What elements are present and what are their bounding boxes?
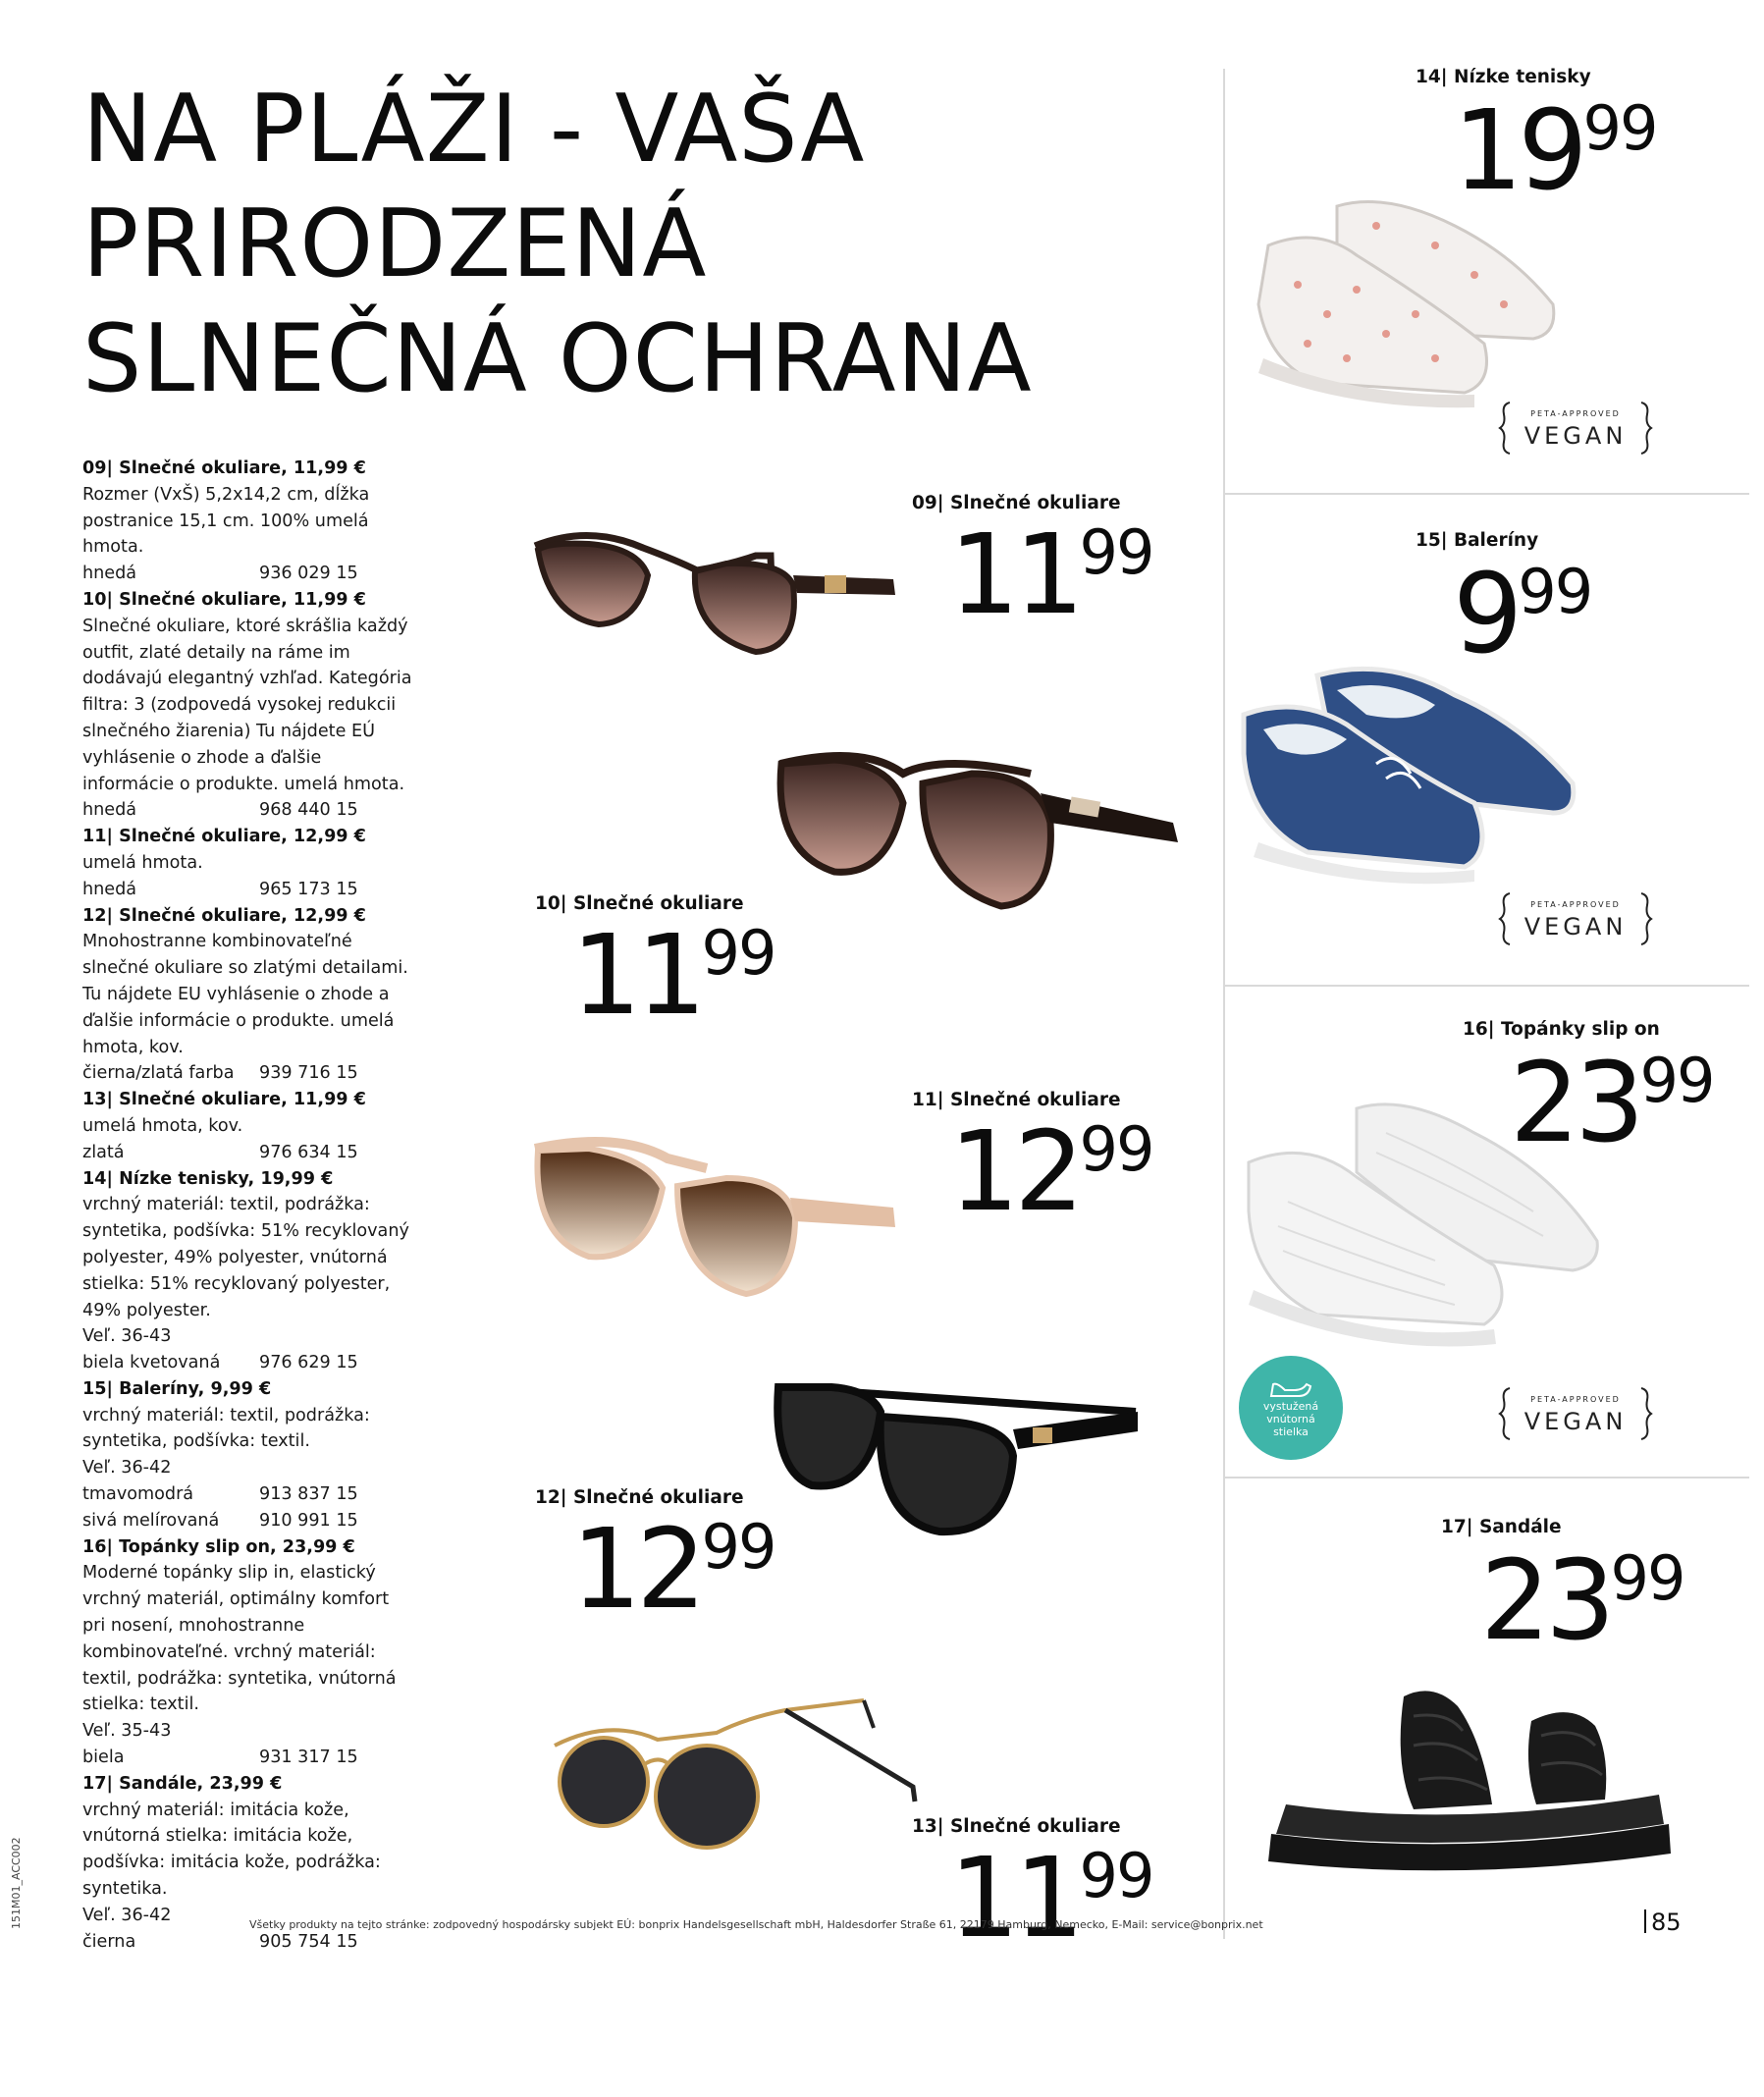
product-label-15: 15| Baleríny [1416,530,1539,551]
description-text: umelá hmota. [82,852,203,873]
sunglasses-12-image[interactable] [773,1372,1146,1548]
variant-code-row [82,1745,416,1771]
description-item [82,824,416,902]
description-item [82,903,416,1088]
variant-color: tmavomodrá [82,1484,194,1505]
article-number: 976 634 15 [259,1142,358,1162]
description-heading: 13| Slnečné okuliare, 11,99 € [82,1090,366,1110]
vegan-text: VEGAN [1523,422,1628,450]
variant-code-row [82,1481,416,1508]
description-text: Slnečné okuliare, ktoré skrášlia každý outfit, zlaté detaily na ráme im dodávajú elegantný vzhľad. Kategória filtra: 3 (zodpovedá vysokej redukcii slnečného žiarenia) Tu nájdete EÚ vyhlásenie o zhode a ďalšie informácie o produkte. umelá hmota. [82,616,412,794]
price-15: 999 [1453,551,1592,678]
price-09: 1199 [949,511,1153,639]
variant-code-row [82,1350,416,1376]
product-descriptions [82,456,416,1955]
variant-color: hnedá [82,564,137,584]
description-text: Mnohostranne kombinovateľné slnečné okuliare so zlatými detailami. Tu nájdete EU vyhlásenie o zhode a ďalšie informácie o produkte. umelá hmota, kov. [82,932,408,1057]
column-divider [1223,69,1225,1939]
peta-approved-text: PETA-APPROVED [1530,1395,1621,1404]
variant-color: biela [82,1748,125,1768]
page-number-bar [1644,1909,1646,1933]
price-10: 1199 [571,912,775,1040]
description-text: vrchný materiál: imitácia kože, vnútorná stielka: imitácia kože, podšívka: imitácia kože, podrážka: syntetika. [82,1800,381,1900]
size-range: Veľ. 36-43 [82,1326,172,1347]
product-label-11: 11| Slnečné okuliare [912,1090,1121,1110]
footer-legal-text: Všetky produkty na tejto stránke: zodpovedný hospodársky subjekt EÚ: bonprix Handelsgesellschaft mbH, Haldesdorfer Straße 61, 22179 Hamburg, Nemecko, E-Mail: service@bonprix.net [249,1918,1263,1931]
description-heading: 14| Nízke tenisky, 19,99 € [82,1168,334,1189]
description-item [82,1087,416,1165]
sneaker-14-image[interactable] [1239,187,1563,416]
sunglasses-09-image[interactable] [530,526,903,687]
description-item [82,1534,416,1771]
variant-color: zlatá [82,1142,125,1162]
article-number: 968 440 15 [259,800,358,821]
price-13: 1199 [949,1835,1153,1963]
page-title [82,73,1033,417]
variant-color: sivá melírovaná [82,1510,220,1531]
vegan-badge [1498,1386,1653,1441]
variant-color: čierna [82,1931,136,1952]
catalog-code: 151M01_ACC002 [10,1837,23,1929]
product-label-16: 16| Topánky slip on [1463,1019,1660,1040]
insole-text-3: stielka [1273,1425,1309,1438]
description-heading: 11| Slnečné okuliare, 12,99 € [82,827,366,847]
product-label-09: 09| Slnečné okuliare [912,493,1121,513]
vegan-text: VEGAN [1523,1408,1628,1435]
price-11: 1299 [949,1108,1153,1236]
variant-color: biela kvetovaná [82,1353,221,1373]
article-number: 939 716 15 [259,1063,358,1084]
title-line-2: PRIRODZENÁ [82,190,708,298]
insole-text-1: vystužená [1262,1399,1319,1413]
description-item [82,456,416,587]
description-text: vrchný materiál: textil, podrážka: syntetika, podšívka: 51% recyklovaný polyester, 49% polyester, vnútorná stielka: 51% recyklovaný polyester, 49% polyester. [82,1195,409,1320]
vegan-text: VEGAN [1523,913,1628,941]
vegan-badge [1498,401,1653,456]
size-range: Veľ. 35-43 [82,1721,172,1742]
price-12: 1299 [571,1506,775,1634]
variant-code-row [82,877,416,903]
insole-text-2: vnútorná [1266,1412,1315,1425]
price-14: 1999 [1453,87,1657,215]
title-line-1: NA PLÁŽI - VAŠA [82,76,866,184]
description-heading: 15| Baleríny, 9,99 € [82,1378,272,1399]
product-label-17: 17| Sandále [1441,1517,1562,1537]
article-number: 936 029 15 [259,564,358,584]
description-item [82,587,416,824]
description-heading: 12| Slnečné okuliare, 12,99 € [82,905,366,926]
description-heading: 09| Slnečné okuliare, 11,99 € [82,458,366,478]
product-label-13: 13| Slnečné okuliare [912,1816,1121,1837]
ballerina-15-image[interactable] [1239,656,1592,905]
variant-code-row [82,1929,416,1956]
article-number: 910 991 15 [259,1510,358,1531]
description-item [82,1166,416,1376]
price-16: 2399 [1510,1040,1714,1167]
variant-code-row [82,797,416,824]
title-line-3: SLNEČNÁ OCHRANA [82,305,1033,413]
product-label-14: 14| Nízke tenisky [1416,67,1591,87]
shoe-heel-icon [1269,1378,1312,1400]
description-heading: 16| Topánky slip on, 23,99 € [82,1536,355,1557]
sandal-17-image[interactable] [1266,1687,1679,1877]
price-17: 2399 [1480,1537,1684,1665]
insole-badge [1239,1356,1343,1460]
product-label-12: 12| Slnečné okuliare [535,1487,744,1508]
variant-code-row [82,1060,416,1087]
row-divider [1225,1477,1749,1479]
size-range: Veľ. 36-42 [82,1458,172,1479]
row-divider [1225,985,1749,987]
peta-approved-text: PETA-APPROVED [1530,409,1621,418]
description-item [82,1376,416,1534]
variant-code-row [82,1508,416,1534]
description-heading: 10| Slnečné okuliare, 11,99 € [82,589,366,610]
slip-on-16-image[interactable] [1239,1094,1612,1363]
article-number: 965 173 15 [259,879,358,899]
sunglasses-10-image[interactable] [775,734,1188,935]
row-divider [1225,493,1749,495]
size-range: Veľ. 36-42 [82,1905,172,1925]
article-number: 905 754 15 [259,1931,358,1952]
product-label-10: 10| Slnečné okuliare [535,893,744,914]
variant-color: hnedá [82,800,137,821]
article-number: 931 317 15 [259,1748,358,1768]
variant-color: hnedá [82,879,137,899]
variant-code-row [82,1140,416,1166]
variant-color: čierna/zlatá farba [82,1063,235,1084]
description-heading: 17| Sandále, 23,99 € [82,1773,283,1794]
vegan-badge [1498,891,1653,946]
article-number: 976 629 15 [259,1353,358,1373]
description-text: Moderné topánky slip in, elastický vrchný materiál, optimálny komfort pri nosení, mnohostranne kombinovateľné. vrchný materiál: textil, podrážka: syntetika, vnútorná stielka: textil. [82,1563,397,1715]
description-text: vrchný materiál: textil, podrážka: syntetika, podšívka: textil. [82,1405,370,1452]
description-text: umelá hmota, kov. [82,1115,243,1136]
sunglasses-11-image[interactable] [530,1129,903,1310]
sunglasses-13-image[interactable] [550,1689,923,1889]
description-text: Rozmer (VxŠ) 5,2x14,2 cm, dĺžka postranice 15,1 cm. 100% umelá hmota. [82,484,370,558]
page-number: 85 [1644,1909,1682,1936]
peta-approved-text: PETA-APPROVED [1530,900,1621,909]
article-number: 913 837 15 [259,1484,358,1505]
variant-code-row [82,561,416,587]
